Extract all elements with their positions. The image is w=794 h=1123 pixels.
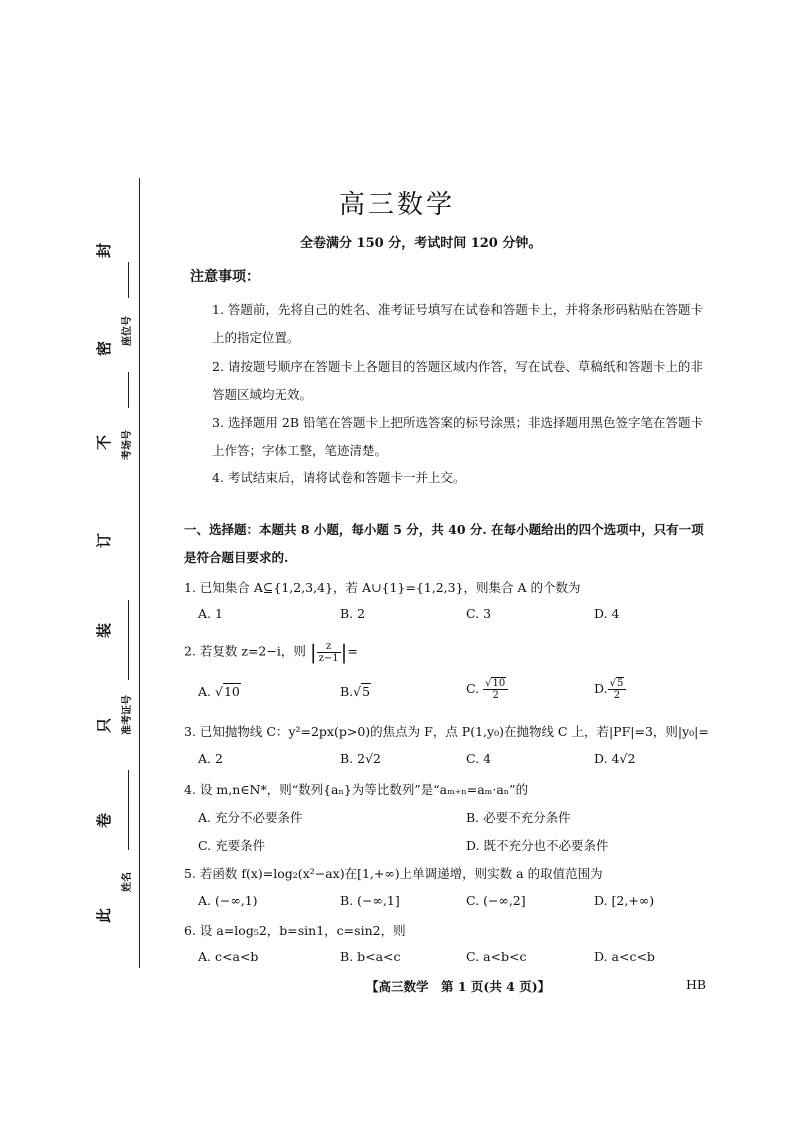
question-4: 4. 设 m,n∈N*，则“数列{aₙ}为等比数列”是“aₘ₊ₙ=aₘ·aₙ”的 <box>184 782 529 797</box>
seat-label: 座位号 <box>122 316 133 346</box>
q4-option-d: D. 既不充分也不必要条件 <box>466 838 609 853</box>
question-2: 2. 若复数 z=2−i，则 | $\frac{z}{z-1}$ |= <box>184 640 358 664</box>
q2-fraction: $\frac{z}{z-1}$ <box>318 640 339 664</box>
question-3: 3. 已知抛物线 C：y²=2px(p>0)的焦点为 F，点 P(1,y₀)在抛物线 C 上，若|PF|=3，则|y₀|= <box>184 724 709 739</box>
question-1 <box>184 578 714 596</box>
q2-stem: z=2−i，则 <box>241 643 306 659</box>
q2-option-a: A. √10 <box>198 684 240 699</box>
q3-option-a: A. 2 <box>198 751 223 766</box>
q6-option-b: B. b<a<c <box>340 949 401 964</box>
seal-char-zhuang: 装 <box>95 622 114 639</box>
binding-line <box>139 178 140 968</box>
paper-code: HB <box>686 977 707 992</box>
q1-option-c: C. 3 <box>466 606 492 621</box>
q5-option-b: B. (−∞,1] <box>340 893 400 908</box>
notice-item-4: 4. 考试结束后，请将试卷和答题卡一并上交。 <box>212 470 466 485</box>
page-title: 高三数学 <box>338 190 455 220</box>
q6-option-c: C. a<b<c <box>466 949 527 964</box>
page-footer: 【高三数学 第 1 页(共 4 页)】 <box>366 979 551 994</box>
q4-option-a: A. 充分不必要条件 <box>198 810 303 825</box>
ticket-label: 准考证号 <box>122 695 133 735</box>
q1-stem: A⊆{1,2,3,4}，若 A∪{1}={1,2,3}，则集合 A 的个数为 <box>253 580 581 595</box>
room-label: 考场号 <box>122 430 133 460</box>
seal-char-bu: 不 <box>95 434 114 451</box>
seal-char-juan: 卷 <box>95 812 114 829</box>
q1-option-b: B. 2 <box>340 606 366 621</box>
section-heading: 一、选择题：本题共 8 小题，每小题 5 分，共 40 分. 在每小题给出的四个选项中，只有一项是符合题目要求的. <box>184 522 704 565</box>
notice-item-3: 3. 选择题用 2B 铅笔在答题卡上把所选答案的标号涂黑；非选择题用黑色签字笔在答题卡上作答；字体工整，笔迹清楚。 <box>212 415 703 458</box>
page-subtitle: 全卷满分 150 分，考试时间 120 分钟。 <box>300 236 542 251</box>
seal-char-ding: 订 <box>95 532 114 549</box>
q4-option-c: C. 充要条件 <box>198 838 266 853</box>
question-6: 6. 设 a=log₅2，b=sin1，c=sin2，则 <box>184 923 406 938</box>
seal-char-ci: 此 <box>95 907 114 924</box>
q1-stem-prefix: 1. 已知集合 <box>184 580 254 595</box>
question-5: 5. 若函数 f(x)=log₂(x²−ax)在[1,+∞)上单调递增，则实数 a 的取值范围为 <box>184 866 603 881</box>
notice-heading: 注意事项： <box>190 269 260 285</box>
ticket-blank-line <box>128 600 129 680</box>
q2-option-d: D. $\frac{√5}{2}$ <box>594 678 626 701</box>
seal-char-mi: 密 <box>95 340 114 357</box>
name-label: 姓名 <box>122 872 133 892</box>
room-blank-line <box>128 372 129 408</box>
q2-stem-prefix: 2. 若复数 <box>184 643 242 659</box>
q2-option-c: C. $\frac{√10}{2}$ <box>466 678 508 701</box>
q6-option-a: A. c<a<b <box>198 949 259 964</box>
q5-option-d: D. [2,+∞) <box>594 893 655 908</box>
q3-option-b: B. 2√2 <box>340 751 382 766</box>
q2-equals: = <box>347 643 358 659</box>
q3-option-c: C. 4 <box>466 751 492 766</box>
notice-item-1: 1. 答题前，先将自己的姓名、准考证号填写在试卷和答题卡上，并将条形码粘贴在答题卡上的指定位置。 <box>212 302 703 345</box>
seal-char-feng: 封 <box>95 242 114 259</box>
q1-option-a: A. 1 <box>198 606 223 621</box>
q2-option-b: B.√5 <box>340 684 371 699</box>
q6-option-d: D. a<c<b <box>594 949 655 964</box>
q4-option-b: B. 必要不充分条件 <box>466 810 571 825</box>
seal-char-zhi: 只 <box>95 717 114 734</box>
notice-item-2: 2. 请按题号顺序在答题卡上各题目的答题区域内作答，写在试卷、草稿纸和答题卡上的非答题区域均无效。 <box>212 359 703 402</box>
q5-option-c: C. (−∞,2] <box>466 893 526 908</box>
q1-option-d: D. 4 <box>594 606 620 621</box>
seat-blank-line <box>128 262 129 298</box>
name-blank-line <box>128 770 129 850</box>
q3-option-d: D. 4√2 <box>594 751 636 766</box>
q5-option-a: A. (−∞,1) <box>198 893 258 908</box>
